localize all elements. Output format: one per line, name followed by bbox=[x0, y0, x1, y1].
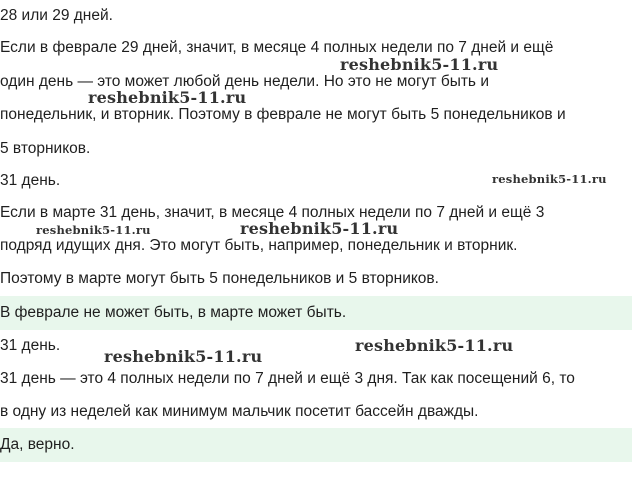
answer-text-1: В феврале не может быть, в марте может быть. bbox=[0, 304, 347, 321]
text-line-9: Поэтому в марте могут быть 5 понедельников и 5 вторников. bbox=[0, 270, 439, 287]
text-line-6: 31 день. bbox=[0, 172, 61, 189]
watermark: reshebnik5-11.ru bbox=[88, 88, 247, 107]
answer-box-1 bbox=[0, 296, 632, 330]
text-line-8: подряд идущих дня. Это могут быть, например, понедельник и вторник. bbox=[0, 237, 518, 254]
text-line-4: понедельник, и вторник. Поэтому в феврале не могут быть 5 понедельников и bbox=[0, 106, 566, 123]
text-line-10: 31 день. bbox=[0, 337, 61, 354]
watermark: reshebnik5-11.ru bbox=[104, 347, 263, 366]
watermark: reshebnik5-11.ru bbox=[240, 219, 399, 238]
text-line-1: 28 или 29 дней. bbox=[0, 7, 113, 24]
text-line-3: один день — это может любой день недели. Но это не могут быть и bbox=[0, 73, 489, 90]
text-line-2: Если в феврале 29 дней, значит, в месяце 4 полных недели по 7 дней и ещё bbox=[0, 39, 554, 56]
answer-text-2: Да, верно. bbox=[0, 436, 75, 453]
watermark: reshebnik5-11.ru bbox=[355, 336, 514, 355]
watermark: reshebnik5-11.ru bbox=[36, 223, 151, 237]
watermark: reshebnik5-11.ru bbox=[340, 55, 499, 74]
text-line-5: 5 вторников. bbox=[0, 140, 91, 157]
watermark: reshebnik5-11.ru bbox=[492, 172, 607, 186]
text-line-11: 31 день — это 4 полных недели по 7 дней и ещё 3 дня. Так как посещений 6, то bbox=[0, 370, 575, 387]
text-line-7: Если в марте 31 день, значит, в месяце 4 полных недели по 7 дней и ещё 3 bbox=[0, 204, 545, 221]
answer-box-2 bbox=[0, 428, 632, 462]
text-line-12: в одну из неделей как минимум мальчик посетит бассейн дважды. bbox=[0, 403, 479, 420]
